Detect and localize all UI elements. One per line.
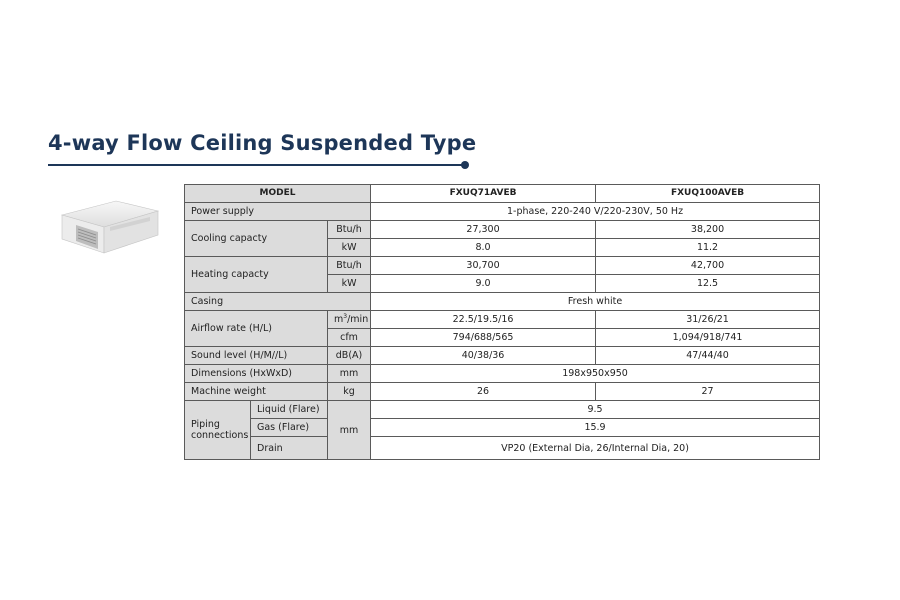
sub-label: Gas (Flare) [251,419,328,437]
table-cell: 12.5 [596,275,820,293]
unit-cell: kW [328,239,371,257]
row-label: Dimensions (HxWxD) [185,365,328,383]
row-label: Heating capacty [185,257,328,293]
table-row [185,293,820,311]
table-row [185,419,820,437]
table-header-row [185,185,820,203]
table-row [185,365,820,383]
table-cell: 30,700 [371,257,596,275]
unit-cell: Btu/h [328,221,371,239]
model-header-2: FXUQ100AVEB [596,185,820,203]
table-cell: Fresh white [371,293,820,311]
row-label: Airflow rate (H/L) [185,311,328,347]
title-underline-dot [461,161,469,169]
table-cell: 11.2 [596,239,820,257]
unit-cell: kg [328,383,371,401]
row-label: Sound level (H/M//L) [185,347,328,365]
table-row [185,383,820,401]
page-title: 4-way Flow Ceiling Suspended Type [48,131,477,155]
table-row [185,347,820,365]
title-underline [48,164,464,166]
ceiling-unit-image [54,195,164,265]
unit-cell: cfm [328,329,371,347]
model-header-1: FXUQ71AVEB [371,185,596,203]
spec-table [184,184,820,460]
unit-cell: Btu/h [328,257,371,275]
table-cell: 15.9 [371,419,820,437]
table-row [185,437,820,460]
table-cell: 42,700 [596,257,820,275]
unit-cell: mm [328,365,371,383]
table-row [185,221,820,239]
table-row [185,401,820,419]
table-row [185,257,820,275]
row-label: Machine weight [185,383,328,401]
table-cell: 22.5/19.5/16 [371,311,596,329]
table-cell: 8.0 [371,239,596,257]
table-row [185,203,820,221]
table-cell: 38,200 [596,221,820,239]
table-cell: 40/38/36 [371,347,596,365]
table-cell: 9.0 [371,275,596,293]
table-cell: 26 [371,383,596,401]
table-cell: VP20 (External Dia, 26/Internal Dia, 20) [371,437,820,460]
row-label: Cooling capacty [185,221,328,257]
table-cell: 198x950x950 [371,365,820,383]
unit-cell: $m^3/\min$ [328,311,371,329]
row-label: Casing [185,293,371,311]
sub-label: Liquid (Flare) [251,401,328,419]
table-cell: 47/44/40 [596,347,820,365]
table-cell: 31/26/21 [596,311,820,329]
unit-cell: kW [328,275,371,293]
table-cell: 1,094/918/741 [596,329,820,347]
unit-cell: dB(A) [328,347,371,365]
row-label: Power supply [185,203,371,221]
table-cell: 9.5 [371,401,820,419]
row-label: Piping connections [185,401,251,460]
table-row [185,311,820,329]
table-cell: 27 [596,383,820,401]
sub-label: Drain [251,437,328,460]
table-cell: 27,300 [371,221,596,239]
table-cell: 794/688/565 [371,329,596,347]
model-header: MODEL [185,185,371,203]
unit-cell: mm [328,401,371,460]
table-cell: 1-phase, 220-240 V/220-230V, 50 Hz [371,203,820,221]
